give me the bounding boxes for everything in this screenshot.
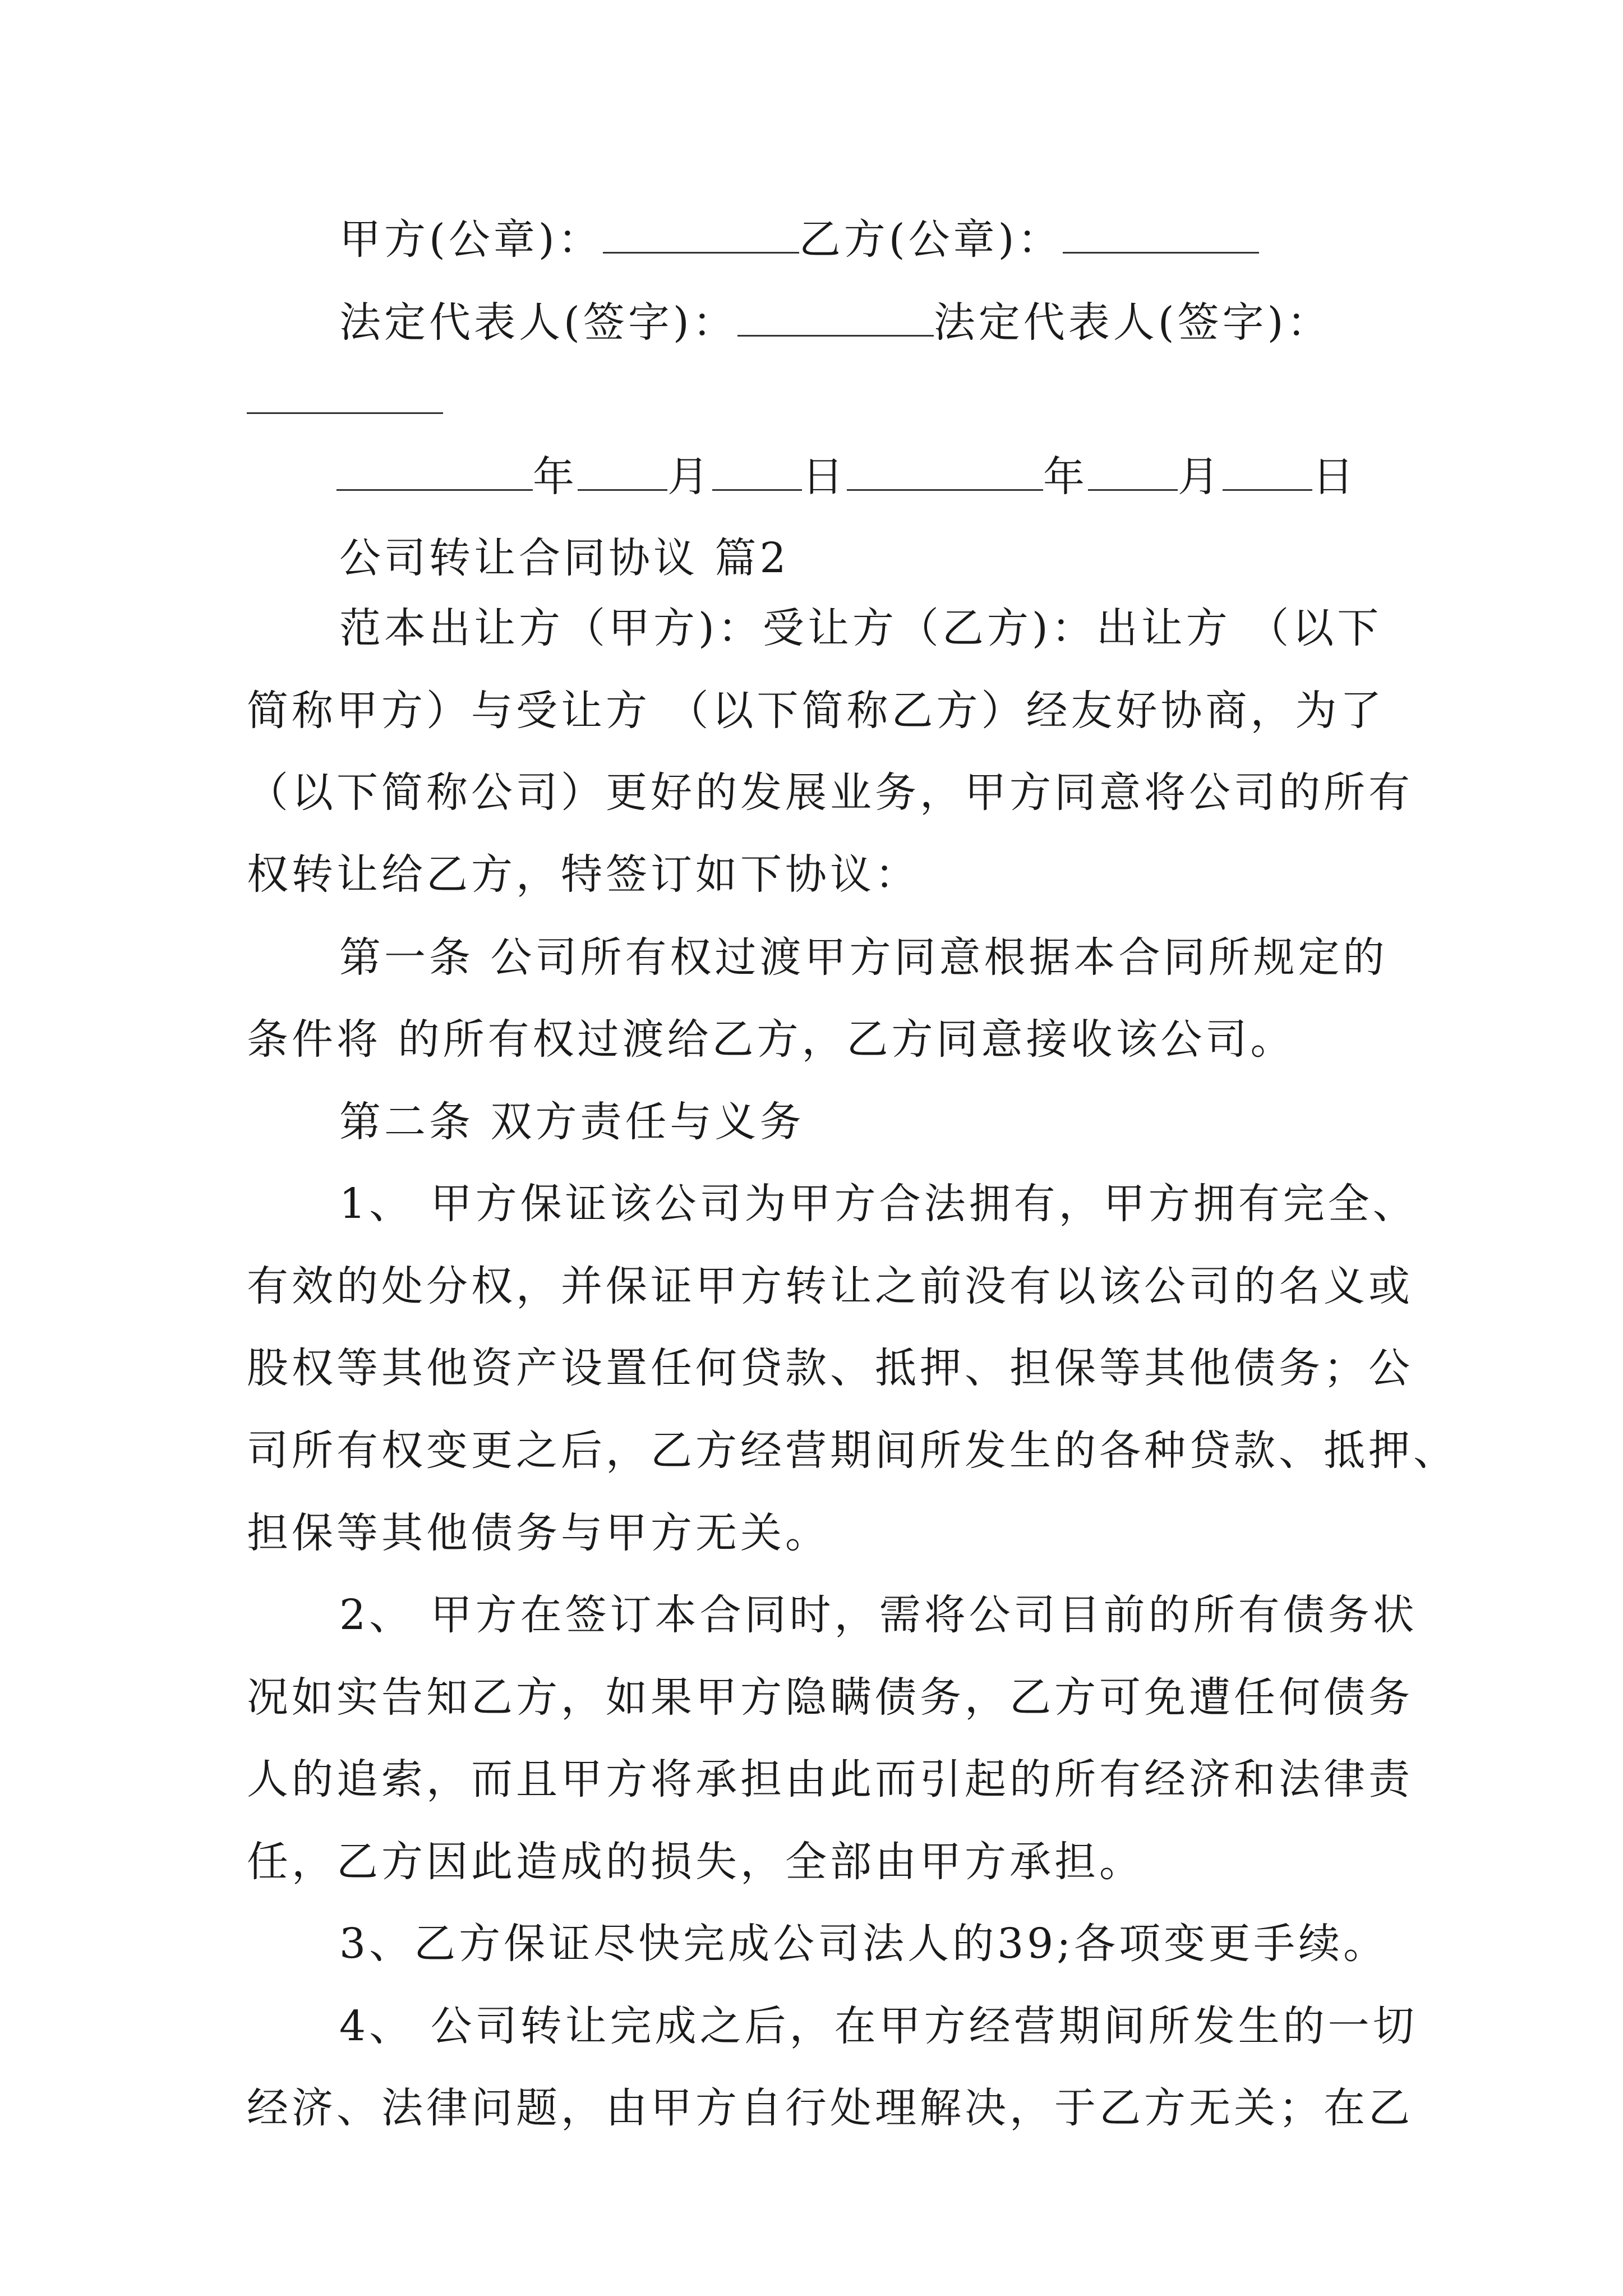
body-line: 范本出让方（甲方)：受让方（乙方)：出让方 （以下 [339, 604, 1382, 652]
section-title: 公司转让合同协议 篇2 [339, 534, 790, 582]
body-line: 4、 公司转让完成之后，在甲方经营期间所发生的一切 [339, 2002, 1418, 2050]
date-b-day-blank [1223, 454, 1312, 491]
body-line: 有效的处分权，并保证甲方转让之前没有以该公司的名义或 [247, 1262, 1413, 1310]
body-line: 1、 甲方保证该公司为甲方合法拥有，甲方拥有完全、 [339, 1180, 1418, 1228]
body-line: 经济、法律问题，由甲方自行处理解决，于乙方无关；在乙 [247, 2084, 1413, 2132]
date-b-month-label: 月 [1178, 453, 1223, 501]
body-line: 3、乙方保证尽快完成公司法人的39;各项变更手续。 [339, 1920, 1389, 1968]
rep-sign-b-label: 法定代表人(签字)： [933, 298, 1332, 347]
date-b-year-blank [847, 454, 1043, 491]
party-b-seal-blank [1063, 217, 1259, 254]
date-a-year-label: 年 [533, 453, 578, 501]
body-line: 况如实告知乙方，如果甲方隐瞒债务，乙方可免遭任何债务 [247, 1673, 1413, 1722]
body-line: 任，乙方因此造成的损失，全部由甲方承担。 [247, 1838, 1144, 1886]
body-line: 条件将 的所有权过渡给乙方，乙方同意接收该公司。 [247, 1015, 1295, 1064]
body-line: 担保等其他债务与甲方无关。 [247, 1509, 830, 1557]
party-b-seal-label: 乙方(公章)： [799, 215, 1063, 264]
body-line: 2、 甲方在签订本合同时，需将公司目前的所有债务状 [339, 1591, 1418, 1639]
date-b-day-label: 日 [1312, 453, 1357, 501]
party-a-seal-label: 甲方(公章)： [339, 215, 603, 264]
date-a-month-blank [578, 454, 667, 491]
date-a-year-blank [336, 454, 533, 491]
body-line: 第一条 公司所有权过渡甲方同意根据本合同所规定的 [339, 933, 1388, 982]
rep-sign-a-blank [737, 300, 934, 337]
party-a-seal-blank [603, 217, 799, 254]
date-b-month-blank [1088, 454, 1178, 491]
date-line [336, 452, 1357, 502]
party-a-seal-line [339, 214, 1259, 265]
body-line: 第二条 双方责任与义务 [339, 1098, 805, 1146]
body-line: 权转让给乙方，特签订如下协议： [247, 850, 920, 899]
date-a-day-blank [712, 454, 802, 491]
rep-sign-b-blank [247, 412, 443, 414]
body-line: 股权等其他资产设置任何贷款、抵押、担保等其他债务；公 [247, 1344, 1413, 1392]
body-line: 简称甲方）与受让方 （以下简称乙方）经友好协商，为了 [247, 687, 1385, 735]
body-line: （以下简称公司）更好的发展业务，甲方同意将公司的所有 [247, 769, 1413, 817]
rep-sign-a-label: 法定代表人(签字)： [339, 298, 737, 347]
date-a-day-label: 日 [802, 453, 847, 501]
date-a-month-label: 月 [667, 453, 712, 501]
body-line: 人的追索，而且甲方将承担由此而引起的所有经济和法律责 [247, 1755, 1413, 1803]
rep-sign-line [339, 297, 1332, 348]
date-b-year-label: 年 [1043, 453, 1088, 501]
body-line: 司所有权变更之后，乙方经营期间所发生的各种贷款、抵押、 [247, 1427, 1458, 1475]
